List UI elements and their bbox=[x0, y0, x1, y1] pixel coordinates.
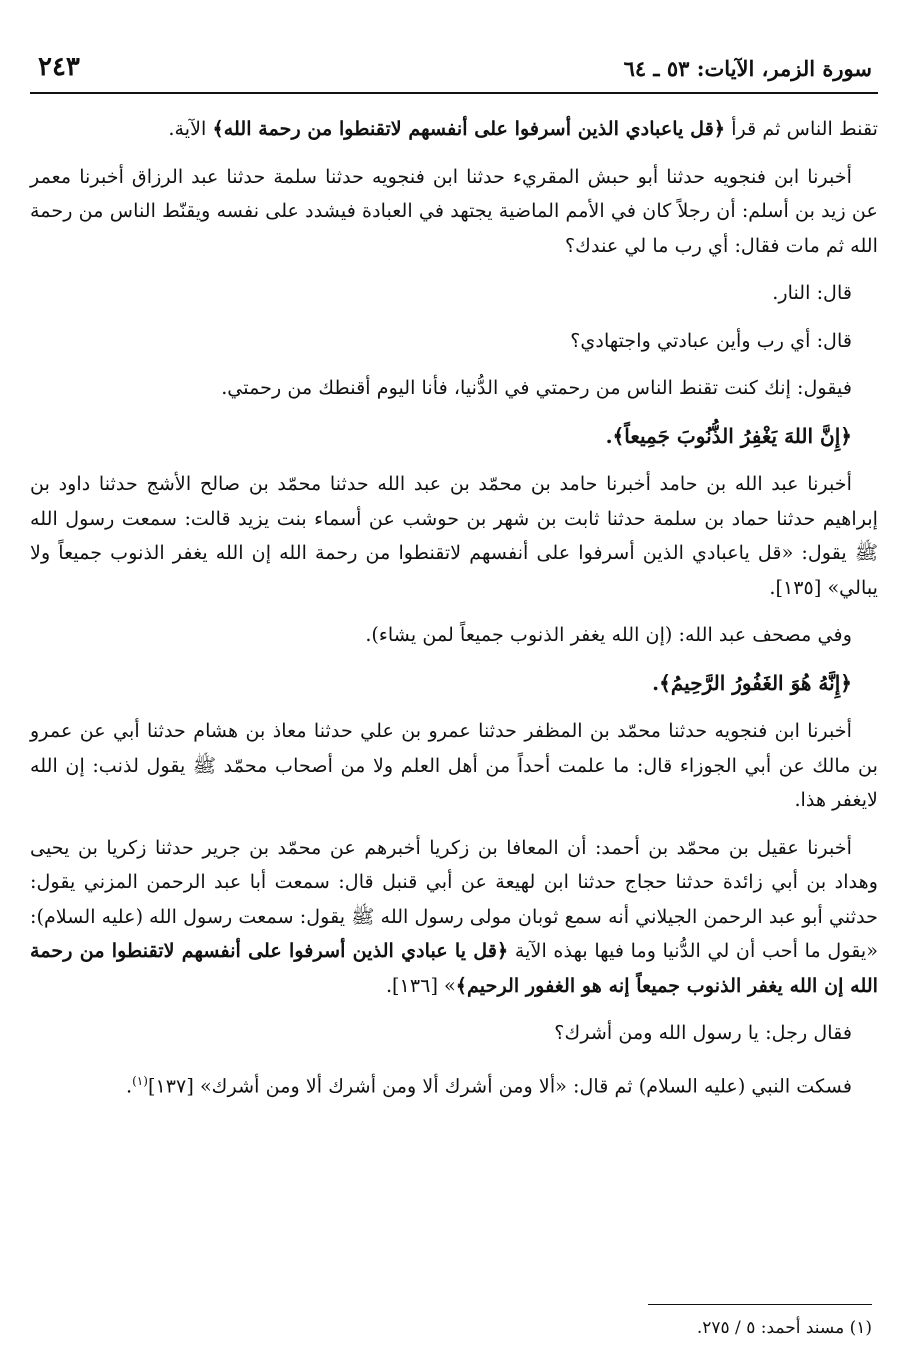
paragraph: أخبرنا ابن فنجويه حدثنا محمّد بن المظفر حدثنا عمرو بن علي حدثنا معاذ بن هشام حدثنا أبي عن عمرو بن مالك عن أبي الجوزاء قال: ما علمت أحداً من أهل العلم ولا من أصحاب محمّد ﷺ يقول لذنب: إن الله لايغفر هذا. bbox=[30, 719, 878, 811]
paragraph: تقنط الناس ثم قرأ ﴿قل ياعبادي الذين أسرفوا على أنفسهم لاتقنطوا من رحمة الله﴾ الآية. bbox=[168, 117, 878, 140]
paragraph: فسكت النبي (عليه السلام) ثم قال: «ألا ومن أشرك ألا ومن أشرك ألا ومن أشرك» [١٣٧]$^{(١)}$. bbox=[126, 1073, 852, 1097]
running-title: سورة الزمر، الآيات: ٥٣ ـ ٦٤ bbox=[623, 56, 872, 81]
paragraph: قال: أي رب وأين عبادتي واجتهادي؟ bbox=[570, 328, 852, 352]
paragraph: أخبرنا عقيل بن محمّد بن أحمد: أن المعافا بن زكريا أخبرهم عن محمّد بن جرير حدثنا زكريا بن يحيى وهداد بن أبي زائدة حدثنا حجاج حدثنا ابن لهيعة عن أبي قنبل قال: سمعت أبا عبد الرحمن المزني يقول: حدثني أبو عبد الرحمن الجيلاني أنه سمع ثوبان مولى رسول الله ﷺ يقول: سمعت رسول الله (عليه السلام): «يقول ما أحب أن لي الدُّنيا وما فيها بهذه الآية ﴿قل يا عبادي الذين أسرفوا على أنفسهم لاتقنطوا من رحمة الله إن الله يغفر الذنوب جميعاً إنه هو الغفور الرحيم﴾» [١٣٦]. bbox=[30, 835, 879, 997]
footnote-rule bbox=[648, 1304, 872, 1305]
page-header bbox=[30, 48, 878, 90]
paragraph: فيقول: إنك كنت تقنط الناس من رحمتي في الدُّنيا، فأنا اليوم أقنطك من رحمتي. bbox=[221, 376, 852, 399]
header-rule bbox=[30, 92, 878, 94]
footnote-reference: (١) bbox=[132, 1073, 148, 1088]
paragraph: قال: النار. bbox=[772, 281, 852, 304]
main-text bbox=[30, 112, 878, 1116]
quran-verse: ﴿قل يا عبادي الذين أسرفوا على أنفسهم لاتقنطوا من رحمة الله إن الله يغفر الذنوب جميعاً إنه هو الغفور الرحيم﴾ bbox=[30, 939, 878, 997]
paragraph: وفي مصحف عبد الله: (إن الله يغفر الذنوب جميعاً لمن يشاء). bbox=[365, 623, 852, 646]
page-number: ٢٤٣ bbox=[38, 52, 80, 82]
paragraph: أخبرنا ابن فنجويه حدثنا أبو حبش المقريء حدثنا ابن فنجويه حدثنا سلمة حدثنا عبد الرزاق أخبرنا معمر عن زيد بن أسلم: أن رجلاً كان في الأمم الماضية يجتهد في العبادة فيشدد على نفسه ويقنّط الناس من رحمة الله ثم مات فقال: أي رب ما لي عندك؟ bbox=[30, 164, 878, 257]
verse-heading: ﴿إِنَّهُ هُوَ الغَفُورُ الرَّحِيمُ﴾. bbox=[652, 670, 852, 695]
quran-verse: ﴿قل ياعبادي الذين أسرفوا على أنفسهم لاتقنطوا من رحمة الله﴾ bbox=[212, 117, 726, 140]
paragraph: فقال رجل: يا رسول الله ومن أشرك؟ bbox=[554, 1021, 852, 1044]
verse-heading: ﴿إِنَّ اللهَ يَغْفِرُ الذُّنُوبَ جَمِيعاً﴾. bbox=[605, 423, 852, 448]
paragraph: أخبرنا عبد الله بن حامد أخبرنا حامد بن محمّد بن عبد الله حدثنا محمّد بن صالح الأشج حدثنا داود بن إبراهيم حدثنا حماد بن سلمة حدثنا ثابت بن شهر بن حوشب عن أسماء بنت يزيد قالت: سمعت رسول الله ﷺ يقول: «قل ياعبادي الذين أسرفوا على أنفسهم لاتقنطوا من رحمة الله إن الله يغفر الذنوب جميعاً ولا يبالي» [١٣٥]. bbox=[30, 472, 878, 599]
footnote: (١) مسند أحمد: ٥ / ٢٧٥. bbox=[696, 1318, 872, 1338]
